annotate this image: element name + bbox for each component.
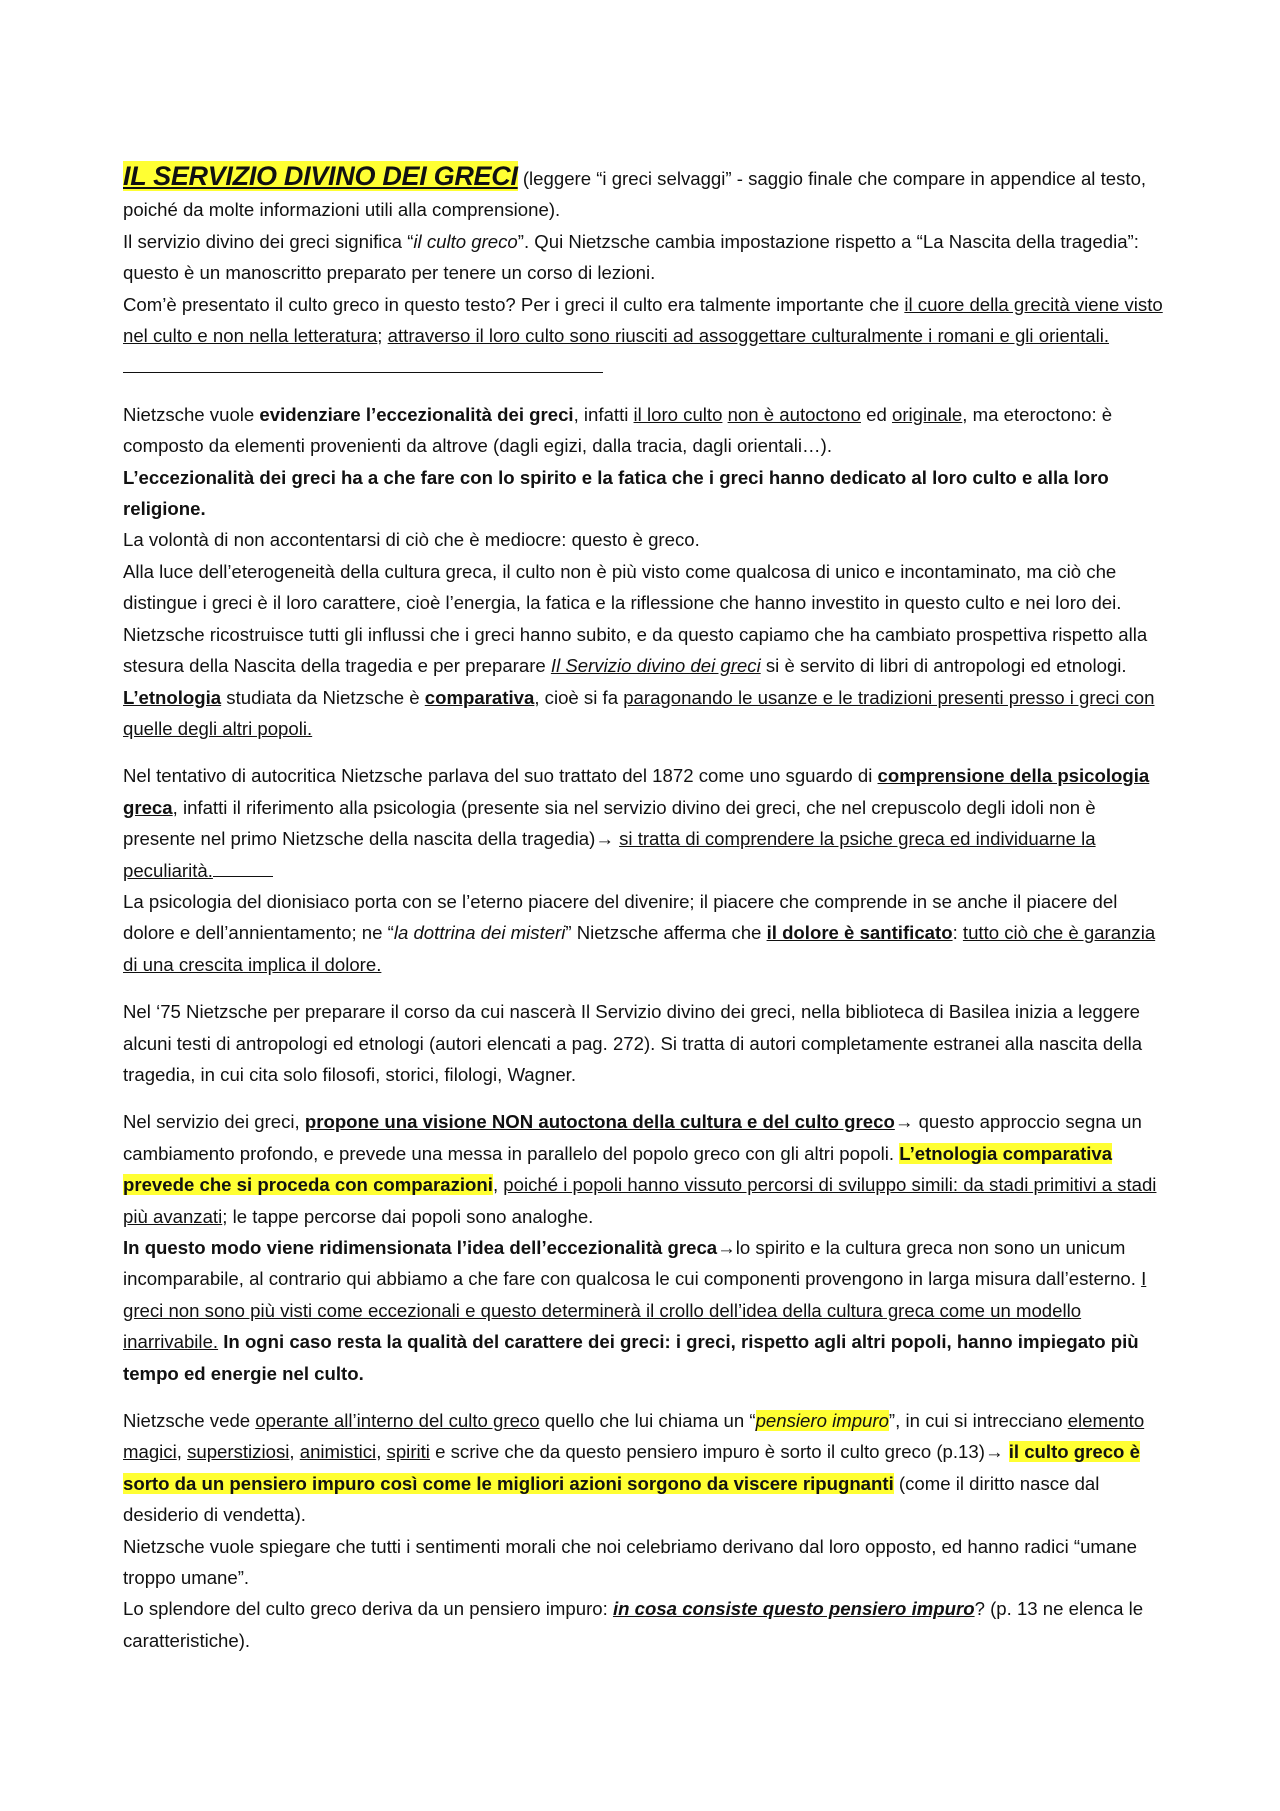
- text-span: ,: [492, 1174, 504, 1196]
- text-span: :: [952, 922, 963, 944]
- text-span: Il servizio divino dei greci significa “: [123, 230, 414, 252]
- italic-span: la dottrina dei misteri: [393, 922, 566, 944]
- text-span: ,: [289, 1441, 300, 1463]
- document-body: [123, 161, 1168, 1672]
- paragraph-etnologia: [123, 1106, 1168, 1389]
- highlighted-span: pensiero impuro: [755, 1410, 889, 1432]
- arrow-icon: →: [894, 1111, 914, 1133]
- bold-underlined-span: il dolore è santificato: [766, 922, 953, 944]
- paragraph-eccezionalita: [123, 399, 1168, 744]
- underlined-span: spiriti: [386, 1441, 430, 1463]
- text-span: ; le tappe percorse dai popoli sono analoghe.: [222, 1205, 594, 1227]
- text-span: quello che lui chiama un “: [539, 1410, 756, 1432]
- text-span: La psicologia del dionisiaco porta con se l’eterno piacere del divenire; il piacere che comprende in se anche il piacere del dolore e dell’annientamento; ne “: [123, 890, 1118, 944]
- text-span: Nietzsche vuole spiegare che tutti i sentimenti morali che noi celebriamo derivano dal loro opposto, ed hanno radici “umane troppo umane”.: [123, 1535, 1137, 1589]
- bold-span: In questo modo viene ridimensionata l’idea dell’eccezionalità greca: [123, 1237, 718, 1258]
- underlined-span: non è autoctono: [727, 403, 861, 425]
- arrow-icon: →: [717, 1237, 736, 1258]
- underline-rule: [123, 371, 603, 373]
- bold-underlined-span: propone una visione NON autoctona della cultura e del culto greco: [304, 1111, 895, 1133]
- highlighted-span: il culto greco è sorto da un pensiero impuro così come le migliori azioni sorgono da viscere ripugnanti: [123, 1441, 1140, 1494]
- highlighted-span: L’etnologia comparativa prevede che si proceda con comparazioni: [123, 1142, 1113, 1196]
- text-span: ”, in cui si intrecciano: [888, 1410, 1068, 1432]
- text-span: Nietzsche vede: [123, 1410, 256, 1432]
- text-span: ”. Qui Nietzsche cambia impostazione rispetto a “La Nascita della tragedia”: questo è un manoscritto preparato per tenere un corso di lezioni.: [123, 230, 1139, 284]
- text-span: Lo splendore del culto greco deriva da un pensiero impuro:: [123, 1598, 613, 1620]
- underlined-span: tutto ciò che è garanzia di una crescita implica il dolore.: [123, 922, 1156, 975]
- bold-underlined-span: comprensione della psicologia greca: [123, 765, 1150, 818]
- paragraph-pensiero-impuro: [123, 1405, 1168, 1656]
- text-span: ed: [860, 403, 892, 425]
- underlined-span: poiché i popoli hanno vissuto percorsi di sviluppo simili: da stadi primitivi a stadi più avanzati: [123, 1174, 1157, 1227]
- underlined-span: operante all’interno del culto greco: [255, 1410, 540, 1432]
- text-span: Nel servizio dei greci,: [123, 1111, 305, 1133]
- underlined-span: il cuore della grecità viene visto nel culto e non nella letteratura: [123, 293, 1163, 347]
- text-span: Nel tentativo di autocritica Nietzsche parlava del suo trattato del 1872 come uno sguardo di: [123, 765, 878, 787]
- text-span: ,: [176, 1441, 188, 1463]
- underline-rule: [213, 875, 273, 877]
- text-span: , infatti: [573, 403, 634, 425]
- bold-underlined-span: comparativa: [424, 686, 535, 708]
- bold-underlined-span: L’etnologia: [123, 686, 222, 708]
- text-span: si è servito di libri di antropologi ed etnologi.: [760, 655, 1127, 677]
- text-span: Nel ‘75 Nietzsche per preparare il corso da cui nascerà Il Servizio divino dei greci, nella biblioteca di Basilea inizia a leggere alcuni testi di antropologi ed etnologi (autori elencati a pag. 272). Si tratta di autori completamente estranei alla nascita della tragedia, in cui cita solo filosofi, storici, filologi, Wagner.: [123, 1001, 1143, 1085]
- text-span: ? (p. 13 ne elenca le caratteristiche).: [123, 1598, 1144, 1651]
- paragraph-intro: [123, 161, 1168, 383]
- text-span: [1004, 1441, 1009, 1462]
- text-span: studiata da Nietzsche è: [221, 686, 425, 708]
- text-span: ” Nietzsche afferma che: [565, 922, 767, 944]
- arrow-icon: →: [984, 1441, 1004, 1463]
- text-span: ;: [377, 325, 388, 347]
- text-span: , ma eteroctono: è composto da elementi provenienti da altrove (dagli egizi, dalla tracia, dagli orientali…).: [123, 403, 1113, 457]
- paragraph-psicologia: [123, 760, 1168, 980]
- document-title: IL SERVIZIO DIVINO DEI GRECI: [123, 161, 518, 191]
- arrow-icon: →: [595, 828, 614, 850]
- text-span: , infatti il riferimento alla psicologia (presente sia nel servizio divino dei greci, che nel crepuscolo degli idoli non è presente nel primo Nietzsche della nascita della tragedia): [123, 796, 1096, 850]
- text-span: Nietzsche vuole: [123, 403, 260, 425]
- underlined-span: originale: [891, 403, 963, 425]
- underlined-span: elemento magici: [123, 1410, 1145, 1463]
- text-span: questo approccio segna un cambiamento profondo, e prevede una messa in parallelo del popolo greco con gli altri popoli.: [123, 1111, 1142, 1164]
- underlined-span: I greci non sono più visti come eccezionali e questo determinerà il crollo dell’idea della cultura greca come un modello inarrivabile.: [123, 1268, 1147, 1353]
- text-span: La volontà di non accontentarsi di ciò che è mediocre: questo è greco.: [123, 529, 700, 551]
- text-span: ,: [376, 1441, 387, 1463]
- paragraph-basilea: [123, 996, 1168, 1090]
- bold-span: L’eccezionalità dei greci ha a che fare con lo spirito e la fatica che i greci hanno dedicato al loro culto e alla loro religione.: [123, 466, 1109, 520]
- text-span: , cioè si fa: [534, 686, 624, 708]
- text-span: Alla luce dell’eterogeneità della cultura greca, il culto non è più visto come qualcosa di unico e incontaminato, ma ciò che distingue i greci è il loro carattere, cioè l’energia, la fatica e la riflessione che hanno investito in questo culto e nei loro dei. Nietzsche ricostruisce tutti gli influssi che i greci hanno subito, e da questo capiamo che ha cambiato prospettiva rispetto alla stesura della Nascita della tragedia e per preparare: [123, 560, 1148, 677]
- text-span: (leggere “i greci selvaggi” - saggio finale che compare in appendice al testo, poiché da molte informazioni utili alla comprensione).: [123, 168, 1147, 221]
- italic-span: il culto greco: [413, 230, 518, 252]
- bold-italic-underlined-span: in cosa consiste questo pensiero impuro: [612, 1598, 975, 1620]
- text-span: (come il diritto nasce dal desiderio di vendetta).: [123, 1472, 1100, 1526]
- underlined-span: il loro culto: [633, 403, 723, 425]
- bold-span: In ogni caso resta la qualità del carattere dei greci: i greci, rispetto agli altri popoli, hanno impiegato più tempo ed energie nel culto.: [123, 1331, 1139, 1384]
- text-span: e scrive che da questo pensiero impuro è sorto il culto greco (p.13): [429, 1441, 985, 1463]
- underlined-span: animistici: [299, 1441, 377, 1463]
- text-span: Com’è presentato il culto greco in questo testo? Per i greci il culto era talmente importante che: [123, 293, 905, 315]
- underlined-span: si tratta di comprendere la psiche greca ed individuarne la peculiarità.: [123, 828, 1096, 881]
- book-title-span: Il Servizio divino dei greci: [550, 655, 761, 677]
- bold-span: evidenziare l’eccezionalità dei greci: [259, 403, 574, 425]
- underlined-span: attraverso il loro culto sono riusciti ad assoggettare culturalmente i romani e gli orientali.: [387, 325, 1110, 347]
- text-span: lo spirito e la cultura greca non sono un unicum incomparabile, al contrario qui abbiamo a che fare con qualcosa le cui componenti provengono in larga misura dall’esterno.: [123, 1237, 1142, 1290]
- underlined-span: paragonando le usanze e le tradizioni presenti presso i greci con quelle degli altri popoli.: [123, 686, 1155, 739]
- underlined-span: superstiziosi: [187, 1441, 290, 1463]
